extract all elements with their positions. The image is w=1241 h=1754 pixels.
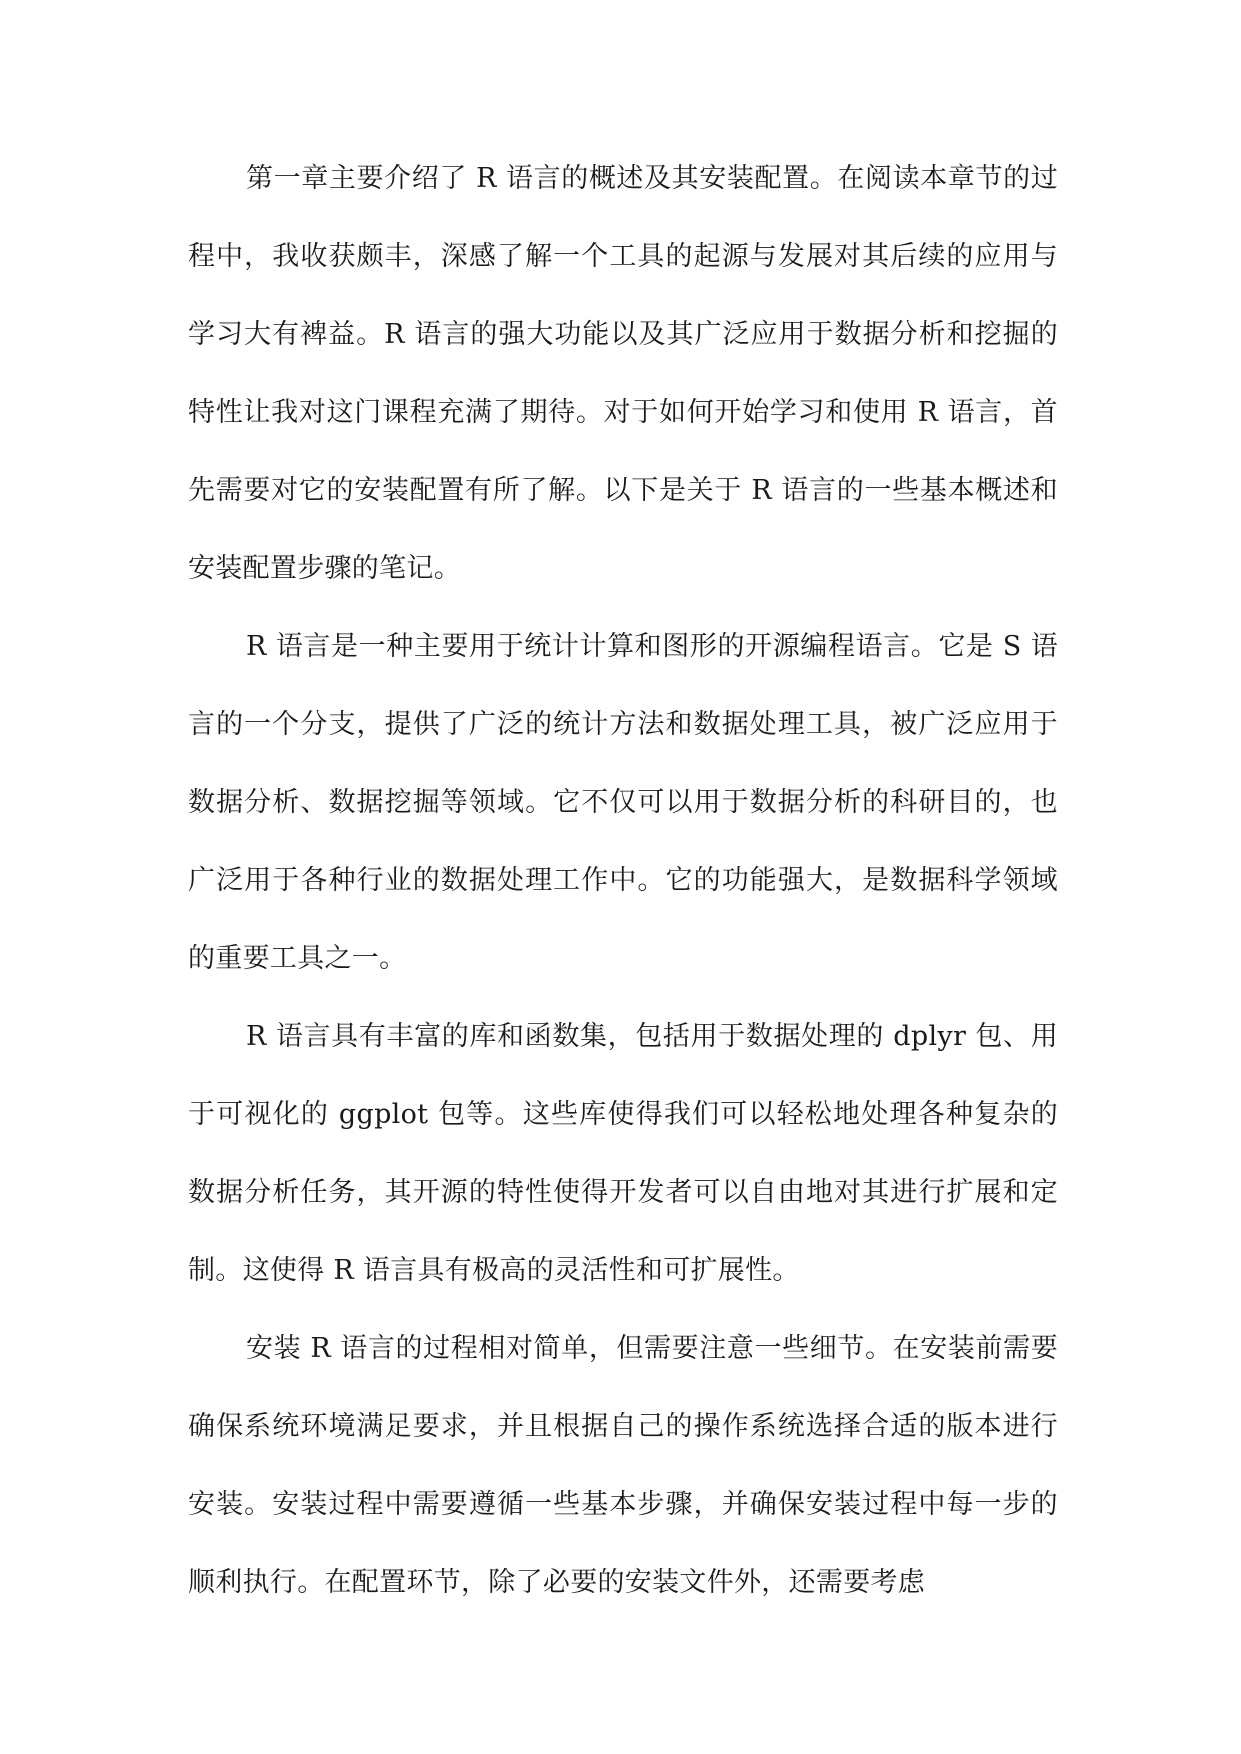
paragraph-4: 安装 R 语言的过程相对简单，但需要注意一些细节。在安装前需要确保系统环境满足要求，并且根据自己的操作系统选择合适的版本进行安装。安装过程中需要遵循一些基本步骤，并确保安装过程中每一步的顺利执行。在配置环节，除了必要的安装文件外，还需要考虑 [188,1333,1058,1598]
paragraph-1: 第一章主要介绍了 R 语言的概述及其安装配置。在阅读本章节的过程中，我收获颇丰，深感了解一个工具的起源与发展对其后续的应用与学习大有裨益。R 语言的强大功能以及其广泛应用于数据分析和挖掘的特性让我对这门课程充满了期待。对于如何开始学习和使用 R 语言，首先需要对它的安装配置有所了解。以下是关于 R 语言的一些基本概述和安装配置步骤的笔记。 [188,163,1058,584]
document-body [188,140,1058,1622]
paragraph-3: R 语言具有丰富的库和函数集，包括用于数据处理的 dplyr 包、用于可视化的 ggplot 包等。这些库使得我们可以轻松地处理各种复杂的数据分析任务，其开源的特性使得开发者可以自由地对其进行扩展和定制。这使得 R 语言具有极高的灵活性和可扩展性。 [188,1021,1058,1286]
paragraph-2: R 语言是一种主要用于统计计算和图形的开源编程语言。它是 S 语言的一个分支，提供了广泛的统计方法和数据处理工具，被广泛应用于数据分析、数据挖掘等领域。它不仅可以用于数据分析的科研目的，也广泛用于各种行业的数据处理工作中。它的功能强大，是数据科学领域的重要工具之一。 [188,631,1058,974]
